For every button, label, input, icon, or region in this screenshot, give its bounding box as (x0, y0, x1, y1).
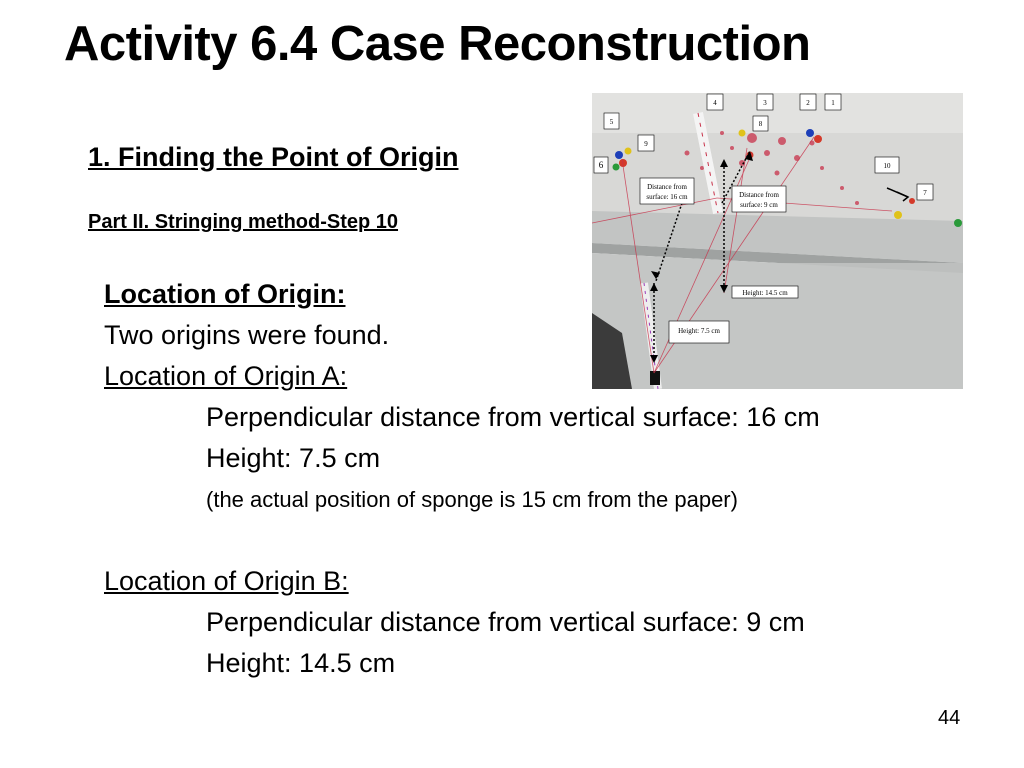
section-heading: 1. Finding the Point of Origin (88, 142, 459, 172)
marker-4 (707, 94, 723, 110)
origin-b-heading: Location of Origin B: (104, 566, 349, 596)
svg-text:9: 9 (644, 140, 648, 148)
label-distance-9cm (732, 186, 786, 212)
origin-details (104, 274, 820, 684)
marker-3 (757, 94, 773, 110)
svg-text:Height: 14.5 cm: Height: 14.5 cm (742, 289, 788, 297)
marker-5 (604, 113, 619, 129)
marker-7 (917, 184, 933, 200)
location-heading: Location of Origin: (104, 279, 346, 309)
svg-text:surface: 16 cm: surface: 16 cm (646, 193, 688, 201)
page-number: 44 (938, 707, 961, 729)
origin-a-distance: Perpendicular distance from vertical surface: 16 cm (206, 402, 820, 432)
marker-6 (594, 157, 608, 173)
marker-10 (875, 157, 899, 173)
slide-title: Activity 6.4 Case Reconstruction (64, 17, 811, 71)
svg-text:10: 10 (883, 162, 891, 170)
label-distance-16cm (640, 178, 694, 204)
svg-text:surface: 9 cm: surface: 9 cm (740, 201, 778, 209)
marker-8 (753, 116, 768, 131)
svg-text:Height: 7.5 cm: Height: 7.5 cm (678, 327, 720, 335)
svg-text:5: 5 (609, 118, 614, 126)
svg-text:1: 1 (831, 99, 835, 107)
origin-a-heading: Location of Origin A: (104, 361, 348, 391)
svg-text:6: 6 (598, 160, 604, 170)
svg-text:Distance from: Distance from (647, 183, 687, 191)
svg-text:Distance from: Distance from (739, 191, 779, 199)
svg-text:3: 3 (763, 99, 767, 107)
svg-text:8: 8 (758, 120, 763, 128)
svg-text:7: 7 (923, 189, 927, 197)
svg-text:4: 4 (713, 99, 717, 107)
origin-a-height: Height: 7.5 cm (206, 443, 381, 473)
origin-b-distance: Perpendicular distance from vertical surface: 9 cm (206, 607, 805, 637)
origin-b-height: Height: 14.5 cm (206, 648, 396, 678)
marker-1 (825, 94, 841, 110)
marker-2 (800, 94, 816, 110)
part-heading: Part II. Stringing method-Step 10 (88, 211, 399, 233)
svg-text:2: 2 (806, 99, 810, 107)
marker-9 (638, 135, 654, 151)
origin-a-note: (the actual position of sponge is 15 cm from the paper) (206, 487, 738, 512)
origins-found-text: Two origins were found. (104, 320, 390, 350)
